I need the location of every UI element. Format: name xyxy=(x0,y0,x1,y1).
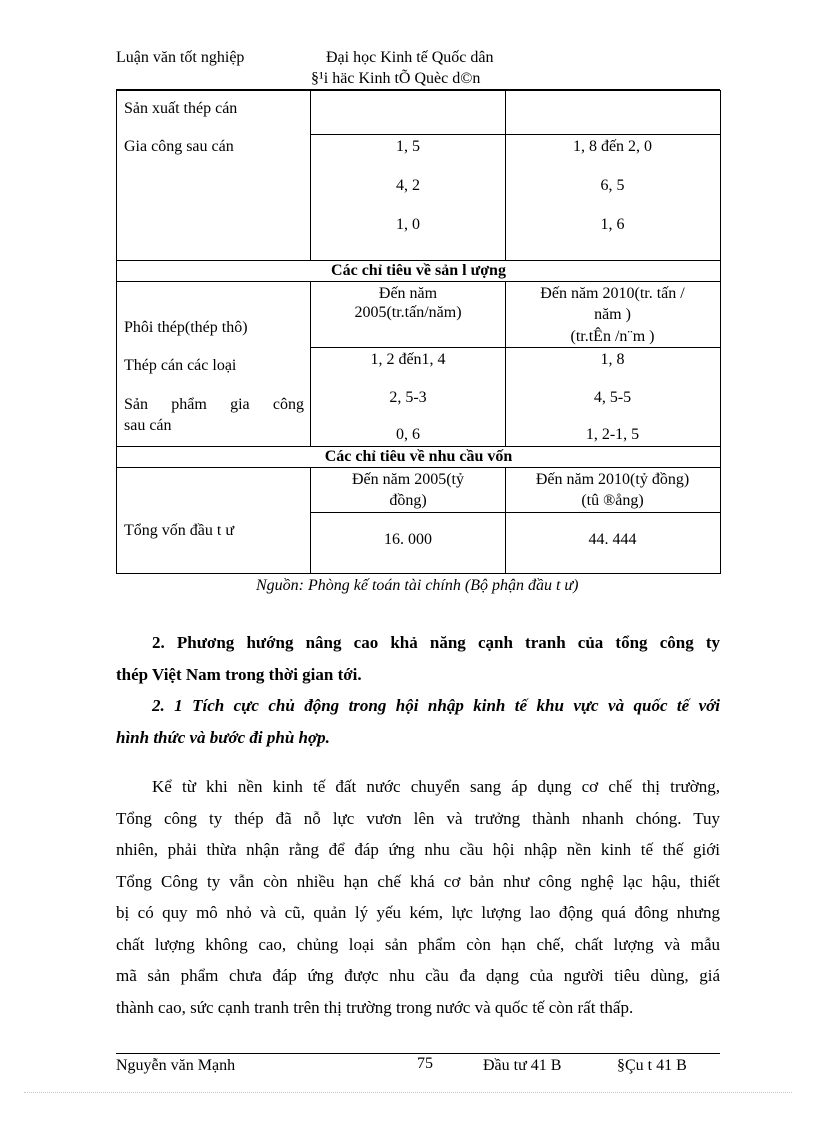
column-header: đồng) xyxy=(389,492,427,509)
page-number: 75 xyxy=(417,1055,433,1072)
footer-class: Đầu tư 41 B xyxy=(483,1057,562,1074)
column-header: (tû ®ång) xyxy=(581,492,644,509)
column-header: Đến năm 2010(tỷ đồng) xyxy=(535,471,690,488)
table-hline xyxy=(310,134,720,135)
table-hline xyxy=(117,467,720,468)
footer-class-garbled: §Çu t 41 B xyxy=(617,1057,687,1074)
paragraph-line: mã sản phẩm chưa đáp ứng được nhu cầu đa dạng của người tiêu dùng, giá xyxy=(116,966,720,985)
paragraph-line: bị có quy mô nhỏ và cũ, quản lý yếu kém, lực lượng lao động quá đông nhưng xyxy=(116,903,720,922)
table-cell: 4, 2 xyxy=(396,177,420,194)
table-cell: 1, 2-1, 5 xyxy=(585,426,640,443)
row-label-products xyxy=(124,395,304,414)
table-hline xyxy=(117,281,720,282)
paragraph-line: Kể từ khi nền kinh tế đất nước chuyển sang áp dụng cơ chế thị trường, xyxy=(152,777,720,796)
table-cell: 1, 2 đến1, 4 xyxy=(370,351,446,368)
section-heading-line: 2. Phương hướng nâng cao khả năng cạnh tranh của tổng công ty xyxy=(152,633,720,652)
table-cell: 1, 0 xyxy=(396,216,420,233)
paragraph-line: chất lượng không cao, chủng loại sản phẩm còn hạn chế, chất lượng và mẫu xyxy=(116,934,720,954)
table-cell: 4, 5-5 xyxy=(593,389,632,406)
table-source: Nguồn: Phòng kế toán tài chính (Bộ phận đầu t ư) xyxy=(256,577,579,594)
header-right: Đại học Kinh tế Quốc dân xyxy=(326,49,494,66)
table-cell: 1, 8 đến 2, 0 xyxy=(572,138,653,155)
paragraph-line: Tổng công ty thép đã nỗ lực vươn lên và trưởng thành nhanh chóng. Tuy xyxy=(116,808,720,828)
paragraph-line: Tổng Công ty vẫn còn nhiều hạn chế khá cơ bản như công nghệ lạc hậu, thiết xyxy=(116,871,720,891)
table-cell: 6, 5 xyxy=(600,177,625,194)
table-cell: 1, 5 xyxy=(396,138,420,155)
body-paragraph xyxy=(116,771,720,1023)
row-label-rolled-steel: Sản xuất thép cán xyxy=(124,100,238,117)
subsection-heading-line: 2. 1 Tích cực chủ động trong hội nhập kinh tế khu vực và quốc tế với xyxy=(152,696,720,715)
row-label-word: Sản xyxy=(124,396,148,413)
row-label: Phôi thép(thép thô) xyxy=(124,319,248,336)
header-left: Luận văn tốt nghiệp xyxy=(116,49,245,66)
row-label: Thép cán các loại xyxy=(124,357,237,374)
section-title-output: Các chỉ tiêu về sản l ượng xyxy=(331,262,506,279)
column-header: 2005(tr.tấn/năm) xyxy=(354,304,462,321)
row-label-products-l2: sau cán xyxy=(124,417,172,434)
column-header: Đến năm 2005(tỷ xyxy=(352,471,464,488)
table-cell: 16. 000 xyxy=(384,531,432,548)
footer-rule xyxy=(116,1053,720,1054)
table-cell: 44. 444 xyxy=(588,531,637,548)
table-cell: 0, 6 xyxy=(396,426,420,443)
column-header: năm ) xyxy=(594,306,631,323)
table-cell: 1, 6 xyxy=(600,216,625,233)
section-title-capital: Các chỉ tiêu về nhu cầu vốn xyxy=(324,448,513,465)
row-label-processing: Gia công sau cán xyxy=(124,138,234,155)
subsection-heading xyxy=(116,690,720,754)
table-cell: 1, 8 xyxy=(600,351,625,368)
row-label-total-capital: Tổng vốn đầu t ư xyxy=(124,522,234,539)
subsection-heading-line: hình thức và bước đi phù hợp. xyxy=(116,728,330,747)
paragraph-line: nhiên, phải thừa nhận rằng để đáp ứng nhu cầu hội nhập nền kinh tế thế giới xyxy=(116,840,720,859)
table-hline xyxy=(505,512,720,513)
data-table xyxy=(116,90,721,574)
section-heading xyxy=(116,627,720,691)
table-vline xyxy=(310,91,311,134)
column-header: Đến năm xyxy=(378,285,438,302)
table-cell: 2, 5-3 xyxy=(389,389,427,406)
row-label-word: gia xyxy=(230,396,250,413)
paragraph-line: thành cao, sức cạnh tranh trên thị trường trong nước và quốc tế còn rất thấp. xyxy=(116,997,634,1017)
row-label-word: phẩm xyxy=(171,396,207,413)
table-hline xyxy=(310,347,720,348)
footer-author: Nguyễn văn Mạnh xyxy=(116,1057,236,1074)
table-hline xyxy=(310,512,505,513)
page-edge-dots xyxy=(24,1092,792,1093)
header-garbled: §¹i häc Kinh tÕ Quèc d©n xyxy=(311,70,481,87)
row-label-word: công xyxy=(272,396,304,413)
column-header: (tr.tÊn /n¨m ) xyxy=(570,328,655,345)
column-header: Đến năm 2010(tr. tấn / xyxy=(540,285,685,302)
section-heading-line: thép Việt Nam trong thời gian tới. xyxy=(116,665,362,684)
